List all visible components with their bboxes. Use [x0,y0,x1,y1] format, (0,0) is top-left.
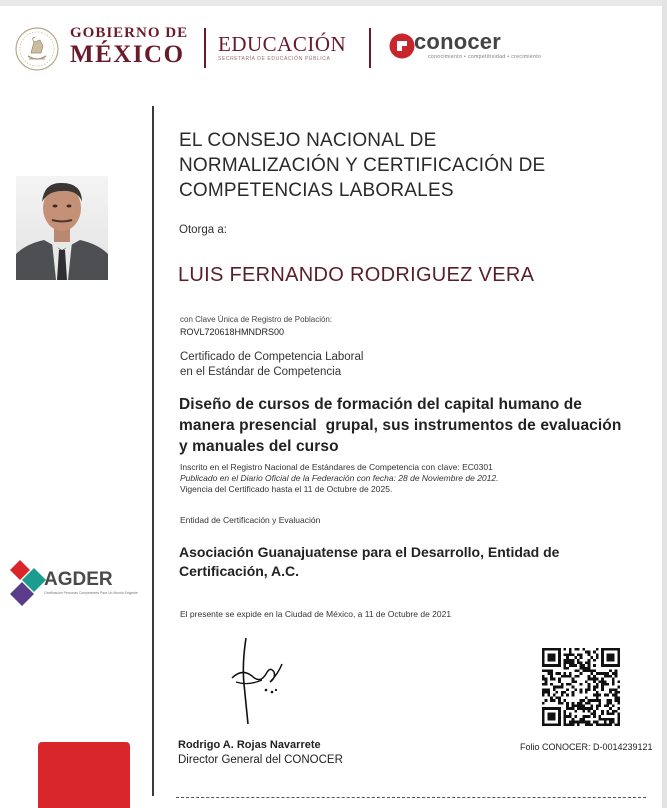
edu-line-1: EDUCACIÓN [218,32,347,56]
page-edge [0,0,667,6]
standard-line-2: manera presencial grupal, sus instrumentos de evaluación [179,417,622,434]
standard-line-1: Diseño de cursos de formación del capital humano de [179,396,583,413]
grants-label: Otorga a: [179,224,227,236]
registry-line-3: Vigencia del Certificado hasta el 11 de Octubre de 2025. [180,484,393,494]
signer-title: Director General del CONOCER [178,754,343,766]
recipient-photo [16,176,108,280]
conocer-tagline: conocimiento • competitividad • crecimiento [428,54,542,60]
entity-line-1: Asociación Guanajuatense para el Desarrollo, Entidad de [179,544,560,560]
agder-logo [6,556,138,612]
gobierno-de-mexico-logo [70,24,188,68]
edu-line-2: SECRETARÍA DE EDUCACIÓN PÚBLICA [218,56,331,62]
page-edge-right [662,0,667,808]
signature [222,634,292,728]
curp-label: con Clave Única de Registro de Población: [180,315,333,324]
header-divider [369,28,371,68]
signer-name: Rodrigo A. Rojas Navarrete [178,739,321,751]
agder-name: AGDER [44,569,113,590]
gov-line-2: MÉXICO [70,41,185,68]
certificate-header [12,22,652,82]
cert-line-2: en el Estándar de Competencia [180,366,342,378]
competency-standard [179,394,621,457]
issuer-title [179,128,545,203]
issuer-line-2: NORMALIZACIÓN Y CERTIFICACIÓN DE [179,155,546,176]
conocer-logo-icon [388,32,416,60]
registry-info [180,462,498,495]
entity-label: Entidad de Certificación y Evaluación [180,515,321,525]
entity-line-2: Certificación, A.C. [179,563,300,579]
agder-tagline: Certificación Personas Competentes Para Un Mundo Exigente [44,591,138,595]
issued-statement: El presente se expide en la Ciudad de México, a 11 de Octubre de 2021 [180,609,452,619]
qr-code [542,648,620,726]
entity-name [179,543,559,581]
cert-line-1: Certificado de Competencia Laboral [180,351,364,363]
folio-number: Folio CONOCER: D-0014239121 [520,742,653,752]
recipient-name: LUIS FERNANDO RODRIGUEZ VERA [178,264,535,286]
issuer-line-3: COMPETENCIAS LABORALES [179,180,454,201]
header-divider [204,28,206,68]
bottom-divider [176,797,646,798]
gov-line-1: GOBIERNO DE [70,25,189,41]
educacion-logo [218,32,346,63]
issuer-line-1: EL CONSEJO NACIONAL DE [179,130,437,151]
decorative-red-block [38,742,130,808]
vertical-divider [152,106,154,796]
certificate-type [180,350,363,380]
conocer-logo [414,30,541,61]
registry-line-1: Inscrito en el Registro Nacional de Estándares de Competencia con clave: EC0301 [180,462,493,472]
mexico-seal-icon [14,26,60,72]
curp-value: ROVL720618HMNDRS00 [180,327,285,337]
standard-line-3: y manuales del curso [179,438,339,455]
conocer-name: conocer [414,29,501,54]
registry-line-2: Publicado en el Diario Oficial de la Federación con fecha: 28 de Noviembre de 2012. [180,473,499,483]
